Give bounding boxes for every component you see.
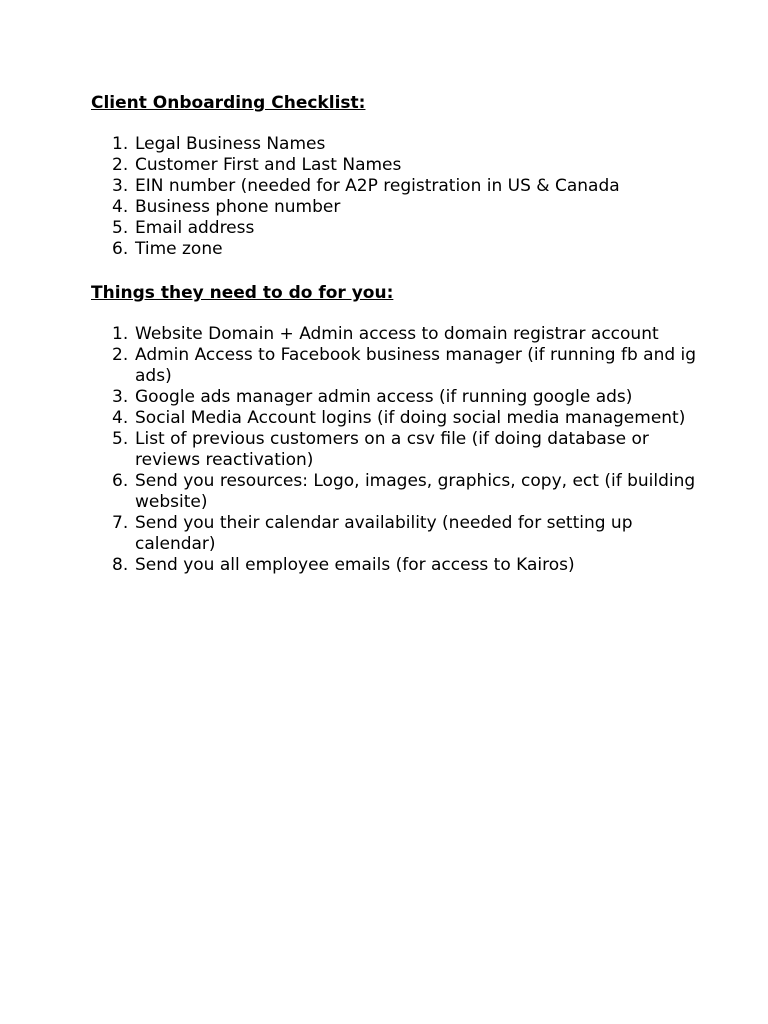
list-item xyxy=(91,155,711,176)
list-item-text: Google ads manager admin access (if running google ads) xyxy=(135,387,633,407)
onboarding-checklist-list xyxy=(91,134,711,260)
list-item-number: 4. xyxy=(112,408,129,428)
list-item xyxy=(91,324,711,345)
list-item-number: 5. xyxy=(112,429,129,449)
list-item-text: Send you their calendar availability (needed for setting up calendar) xyxy=(135,513,633,554)
list-item-text: Social Media Account logins (if doing social media management) xyxy=(135,408,686,428)
list-item xyxy=(91,176,711,197)
list-item xyxy=(91,134,711,155)
list-item-text: Send you resources: Logo, images, graphics, copy, ect (if building website) xyxy=(135,471,696,512)
client-tasks-heading: Things they need to do for you: xyxy=(91,283,394,303)
list-item-number: 1. xyxy=(112,324,129,344)
list-item xyxy=(91,345,711,387)
list-item xyxy=(91,197,711,218)
list-item-number: 1. xyxy=(112,134,129,154)
list-item-text: Business phone number xyxy=(135,197,341,217)
list-item-text: Customer First and Last Names xyxy=(135,155,402,175)
list-item-text: Website Domain + Admin access to domain registrar account xyxy=(135,324,659,344)
list-item xyxy=(91,218,711,239)
list-item-number: 2. xyxy=(112,345,129,365)
list-item-number: 5. xyxy=(112,218,129,238)
list-item-text: List of previous customers on a csv file (if doing database or reviews reactivation) xyxy=(135,429,649,470)
list-item-number: 4. xyxy=(112,197,129,217)
client-tasks-list xyxy=(91,324,711,576)
list-item xyxy=(91,513,711,555)
list-item-text: EIN number (needed for A2P registration in US & Canada xyxy=(135,176,620,196)
list-item xyxy=(91,408,711,429)
list-item-text: Time zone xyxy=(135,239,223,259)
list-item xyxy=(91,429,711,471)
list-item-number: 6. xyxy=(112,239,129,259)
list-item-text: Email address xyxy=(135,218,255,238)
list-item-number: 3. xyxy=(112,176,129,196)
list-item-number: 8. xyxy=(112,555,129,575)
list-item xyxy=(91,555,711,576)
onboarding-checklist-heading: Client Onboarding Checklist: xyxy=(91,93,366,113)
list-item-number: 3. xyxy=(112,387,129,407)
list-item xyxy=(91,387,711,408)
list-item-text: Send you all employee emails (for access to Kairos) xyxy=(135,555,575,575)
list-item-text: Admin Access to Facebook business manager (if running fb and ig ads) xyxy=(135,345,697,386)
list-item-number: 7. xyxy=(112,513,129,533)
onboarding-checklist-section xyxy=(91,92,711,260)
client-tasks-section xyxy=(91,282,711,576)
list-item-text: Legal Business Names xyxy=(135,134,326,154)
list-item-number: 6. xyxy=(112,471,129,491)
list-item-number: 2. xyxy=(112,155,129,175)
list-item xyxy=(91,239,711,260)
list-item xyxy=(91,471,711,513)
